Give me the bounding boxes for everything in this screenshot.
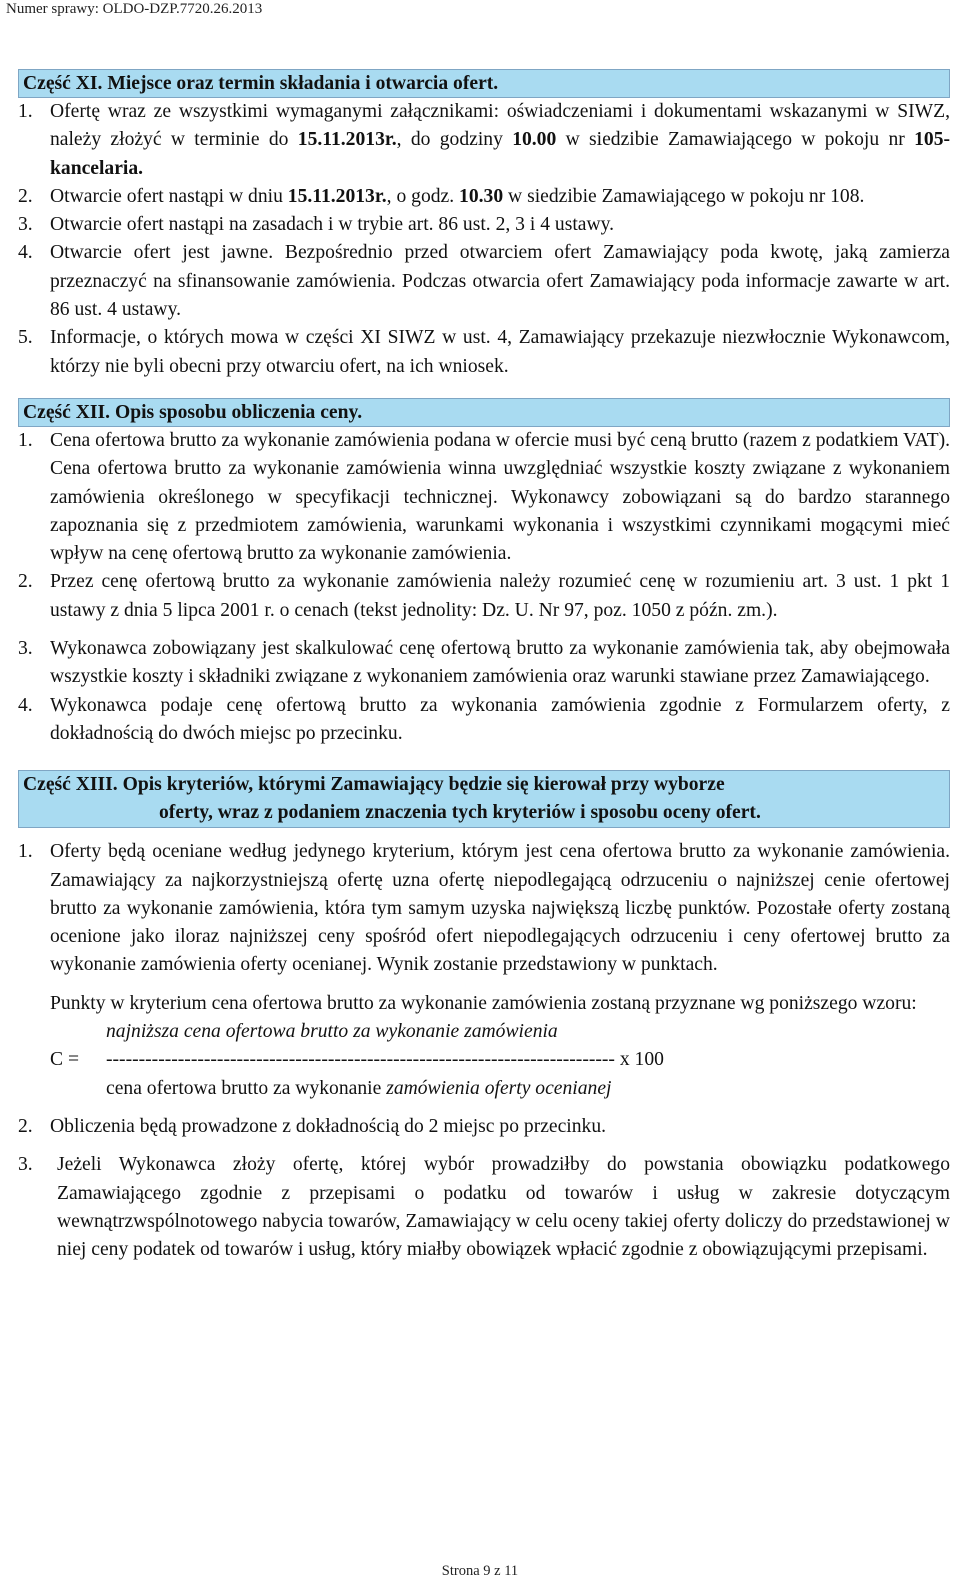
formula-numerator: najniższa cena ofertowa brutto za wykonanie zamówienia: [106, 1021, 558, 1043]
s13-item-3: [18, 1151, 950, 1264]
item-number: 2.: [18, 571, 33, 593]
points-intro: Punkty w kryterium cena ofertowa brutto za wykonanie zamówienia zostaną przyznane wg poniższego wzoru:: [50, 992, 917, 1014]
formula-lhs: C =: [50, 1049, 80, 1071]
item-text: Otwarcie ofert nastąpi na zasadach i w trybie art. 86 ust. 2, 3 i 4 ustawy.: [50, 214, 615, 236]
s11-item-3: [18, 211, 950, 239]
item-number: 1.: [18, 841, 33, 863]
item-text: Wykonawca zobowiązany jest skalkulować cenę ofertową brutto za wykonanie zamówienia tak, aby obejmowała wszystkie koszty i składniki związane z wykonaniem zamówienia oraz warunki stawiane przez Zamawiającego.: [50, 638, 950, 688]
section-12-title: Część XII. Opis sposobu obliczenia ceny.: [18, 398, 950, 427]
page-number: Strona 9 z 11: [441, 1563, 519, 1579]
s11-item-1: [18, 98, 950, 183]
item-text: Wykonawca podaje cenę ofertową brutto za wykonania zamówienia zgodnie z Formularzem oferty, z dokładnością do dwóch miejsc po przecinku.: [50, 694, 950, 744]
section-13-title-line1: Część XIII. Opis kryteriów, którymi Zamawiający będzie się kierował przy wyborze: [23, 774, 725, 796]
s12-item-4: [18, 692, 950, 749]
s11-item-4: [18, 239, 950, 324]
s12-item-3: [18, 635, 950, 692]
item-number: 3.: [18, 1154, 33, 1176]
item-text: Przez cenę ofertową brutto za wykonanie zamówienia należy rozumieć cenę w rozumieniu art. 3 ust. 1 pkt 1 ustawy z dnia 5 lipca 2001 r. o cenach (tekst jednolity: Dz. U. Nr 97, poz. 1050 z późn. zm.).: [50, 571, 950, 621]
item-text: Cena ofertowa brutto za wykonanie zamówienia podana w ofercie musi być ceną brutto (razem z podatkiem VAT). Cena ofertowa brutto za wykonanie zamówienia winna uwzględniać wszystkie koszty związane z wykonaniem zamówienia określonego w specyfikacji technicznej. Wykonawcy zobowiązani są do bardzo starannego zapoznania się z przedmiotem zamówienia, warunkami wykonania i wszystkimi czynnikami mogącymi mieć wpływ na cenę ofertową brutto za wykonanie zamówienia.: [50, 429, 950, 565]
formula-denominator: cena ofertowa brutto za wykonanie zamówienia oferty ocenianej: [106, 1077, 612, 1099]
item-number: 1.: [18, 101, 33, 122]
item-number: 4.: [18, 242, 33, 264]
item-number: 2.: [18, 185, 33, 207]
item-text: Otwarcie ofert nastąpi w dniu 15.11.2013r., o godz. 10.30 w siedzibie Zamawiającego w pokoju nr 108.: [50, 185, 865, 207]
section-13-title: [18, 770, 950, 828]
item-number: 3.: [18, 638, 33, 660]
s11-item-2: [18, 183, 950, 211]
item-number: 1.: [18, 429, 33, 451]
document-body: [18, 69, 950, 1264]
price-formula: [18, 1018, 950, 1103]
item-text: Obliczenia będą prowadzone z dokładnością do 2 miejsc po przecinku.: [50, 1115, 607, 1137]
s13-item-2: [18, 1113, 950, 1141]
item-number: 2.: [18, 1115, 33, 1137]
formula-dashes: ------------------------------------------------------------------------------: [106, 1049, 615, 1071]
item-text: Ofertę wraz ze wszystkimi wymaganymi załącznikami: oświadczeniami i dokumentami wskazanymi w SIWZ, należy złożyć w terminie do 15.11.2013r., do godziny 10.00 w siedzibie Zamawiającego w pokoju nr 105- kancelaria.: [50, 101, 951, 179]
item-text: Informacje, o których mowa w części XI SIWZ w ust. 4, Zamawiający przekazuje niezwłocznie Wykonawcom, którzy nie byli obecni przy otwarciu ofert, na ich wniosek.: [50, 327, 950, 377]
item-text: Jeżeli Wykonawca złoży ofertę, której wybór prowadziłby do powstania obowiązku podatkowego Zamawiającego zgodnie z przepisami o podatku od towarów i usług w zakresie dotyczącym wewnątrzwspólnotowego nabycia towarów, Zamawiający w celu oceny takiej oferty doliczy do przedstawionej w niej ceny podatek od towarów i usług, który miałby obowiązek wpłacić zgodnie z obowiązującymi przepisami.: [57, 1154, 950, 1261]
section-11-title: Część XI. Miejsce oraz termin składania i otwarcia ofert.: [18, 69, 950, 98]
item-text: Otwarcie ofert jest jawne. Bezpośrednio przed otwarciem ofert Zamawiający poda kwotę, jaką zamierza przeznaczyć na sfinansowanie zamówienia. Podczas otwarcia ofert Zamawiający poda informacje zawarte w art. 86 ust. 4 ustawy.: [50, 242, 950, 321]
formula-multiplier: x 100: [614, 1049, 664, 1071]
section-13-title-line2: oferty, wraz z podaniem znaczenia tych kryteriów i sposobu oceny ofert.: [159, 802, 761, 824]
item-number: 5.: [18, 327, 33, 349]
item-number: 3.: [18, 214, 33, 236]
s12-item-2: [18, 568, 950, 625]
s13-item-1: [18, 838, 950, 979]
item-text: Oferty będą oceniane według jedynego kryterium, którym jest cena ofertowa brutto za wykonanie zamówienia. Zamawiający za najkorzystniejszą ofertę uzna ofertę niepodlegającą odrzuceniu o najniższej cenie ofertowej brutto za wykonanie zamówienia, która tym samym uzyska największą liczbę punktów. Pozostałe oferty zostaną ocenione jako iloraz najniższej ceny spośród ofert niepodlegających odrzuceniu i ceny ofertowej brutto za wykonanie zamówienia oferty ocenianej. Wynik zostanie przedstawiony w punktach.: [50, 841, 950, 976]
s12-item-1: [18, 427, 950, 568]
case-number: Numer sprawy: OLDO-DZP.7720.26.2013: [6, 1, 263, 17]
s11-item-5: [18, 324, 950, 381]
item-number: 4.: [18, 694, 33, 716]
